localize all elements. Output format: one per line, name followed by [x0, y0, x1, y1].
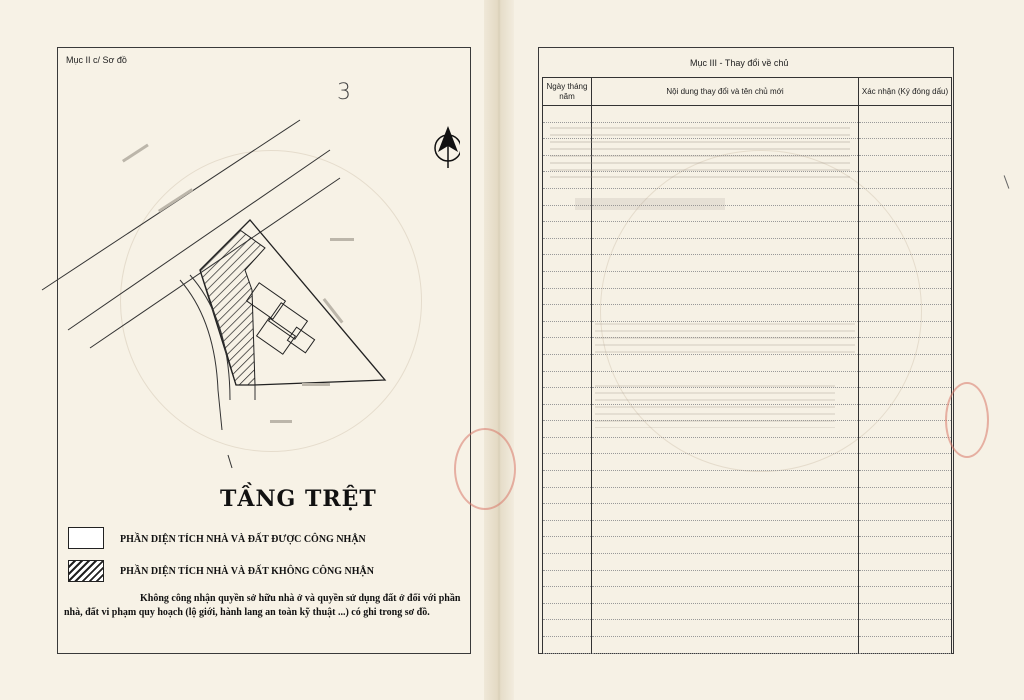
table-cell: [859, 471, 952, 488]
table-cell: [592, 570, 859, 587]
table-cell: [543, 520, 592, 537]
table-row: [543, 271, 952, 288]
table-cell: [859, 305, 952, 322]
table-cell: [859, 321, 952, 338]
section-label-changes: Mục III - Thay đổi về chủ: [690, 58, 789, 68]
table-cell: [592, 437, 859, 454]
table-cell: [859, 271, 952, 288]
table-cell: [859, 255, 952, 272]
table-cell: [543, 554, 592, 571]
table-row: [543, 437, 952, 454]
table-cell: [859, 205, 952, 222]
table-cell: [592, 537, 859, 554]
table-cell: [859, 238, 952, 255]
red-seal-stamp: [945, 382, 989, 458]
table-row: [543, 620, 952, 637]
table-cell: [543, 354, 592, 371]
table-cell: [592, 471, 859, 488]
table-cell: [592, 271, 859, 288]
road-lines: [42, 120, 340, 348]
table-cell: [859, 620, 952, 637]
table-cell: [859, 520, 952, 537]
table-cell: [859, 587, 952, 604]
table-cell: [543, 338, 592, 355]
red-seal-stamp: [454, 428, 516, 510]
table-row: [543, 255, 952, 272]
table-cell: [859, 537, 952, 554]
table-cell: [859, 487, 952, 504]
table-header-row: [543, 78, 952, 106]
table-cell: [543, 637, 592, 654]
site-plan-sketch: [40, 100, 460, 480]
section-label-diagram: Mục II c/ Sơ đồ: [66, 55, 127, 65]
table-row: [543, 520, 952, 537]
table-cell: [859, 188, 952, 205]
table-cell: [592, 222, 859, 239]
table-row: [543, 238, 952, 255]
table-row: [543, 637, 952, 654]
table-row: [543, 471, 952, 488]
table-cell: [592, 288, 859, 305]
table-cell: [859, 338, 952, 355]
legend-box-recognized: [68, 527, 104, 549]
table-cell: [543, 238, 592, 255]
table-cell: [859, 155, 952, 172]
table-cell: [543, 487, 592, 504]
table-row: [543, 504, 952, 521]
table-cell: [859, 570, 952, 587]
faint-entry: [595, 380, 835, 428]
table-row: [543, 222, 952, 239]
faint-entry: [575, 198, 725, 210]
table-cell: [859, 454, 952, 471]
floor-title: TẦNG TRỆT: [220, 486, 377, 512]
building-blocks: [247, 283, 315, 354]
table-cell: [543, 421, 592, 438]
table-cell: [543, 570, 592, 587]
column-header-confirm: Xác nhận (Ký đóng dấu): [859, 78, 952, 106]
table-cell: [859, 122, 952, 139]
column-header-content: Nội dung thay đổi và tên chủ mới: [592, 78, 859, 106]
table-cell: [859, 421, 952, 438]
faint-entry: [550, 122, 850, 182]
table-cell: [592, 487, 859, 504]
table-cell: [592, 603, 859, 620]
table-cell: [592, 587, 859, 604]
table-row: [543, 587, 952, 604]
table-row: [543, 354, 952, 371]
table-cell: [543, 537, 592, 554]
table-cell: [543, 454, 592, 471]
table-cell: [543, 587, 592, 604]
table-cell: [592, 554, 859, 571]
table-cell: [592, 238, 859, 255]
faint-entry: [595, 318, 855, 354]
table-cell: [859, 288, 952, 305]
table-cell: [859, 172, 952, 189]
table-row: [543, 603, 952, 620]
table-row: [543, 454, 952, 471]
table-cell: [859, 554, 952, 571]
table-cell: [859, 106, 952, 123]
table-cell: [859, 354, 952, 371]
table-cell: [859, 603, 952, 620]
legend-label-recognized: PHẦN DIỆN TÍCH NHÀ VÀ ĐẤT ĐƯỢC CÔNG NHẬN: [120, 534, 366, 545]
table-row: [543, 570, 952, 587]
table-row: [543, 106, 952, 123]
table-cell: [592, 106, 859, 123]
table-cell: [543, 371, 592, 388]
table-cell: [592, 637, 859, 654]
table-cell: [543, 620, 592, 637]
table-cell: [592, 255, 859, 272]
table-cell: [592, 504, 859, 521]
table-row: [543, 288, 952, 305]
table-cell: [543, 404, 592, 421]
table-cell: [543, 271, 592, 288]
table-cell: [543, 321, 592, 338]
table-cell: [543, 106, 592, 123]
table-cell: [859, 637, 952, 654]
table-cell: [543, 471, 592, 488]
table-cell: [859, 222, 952, 239]
book-spine: [484, 0, 514, 700]
table-cell: [859, 388, 952, 405]
table-cell: [543, 305, 592, 322]
table-cell: [543, 255, 592, 272]
table-cell: [543, 504, 592, 521]
table-cell: [592, 354, 859, 371]
table-cell: [859, 504, 952, 521]
table-row: [543, 487, 952, 504]
table-row: [543, 554, 952, 571]
compass-north-arrow: [435, 126, 460, 168]
table-cell: [543, 288, 592, 305]
table-cell: [592, 454, 859, 471]
table-cell: [592, 520, 859, 537]
column-header-date: Ngày tháng năm: [543, 78, 592, 106]
table-cell: [543, 222, 592, 239]
handwritten-number: 3: [337, 80, 351, 105]
table-cell: [543, 603, 592, 620]
table-cell: [859, 437, 952, 454]
table-cell: [592, 620, 859, 637]
legal-note: Không công nhận quyền sở hữu nhà ở và quyền sử dụng đất ở đối với phần nhà, đất vi phạm quy hoạch (lộ giới, hành lang an toàn kỹ thuật ...) có ghi trong sơ đồ.: [64, 593, 461, 618]
legend-label-not-recognized: PHẦN DIỆN TÍCH NHÀ VÀ ĐẤT KHÔNG CÔNG NHẬN: [120, 566, 374, 577]
table-cell: [859, 139, 952, 156]
legend-box-not-recognized: [68, 560, 104, 582]
table-cell: [859, 371, 952, 388]
table-cell: [859, 404, 952, 421]
table-cell: [543, 437, 592, 454]
table-row: [543, 537, 952, 554]
table-cell: [543, 388, 592, 405]
